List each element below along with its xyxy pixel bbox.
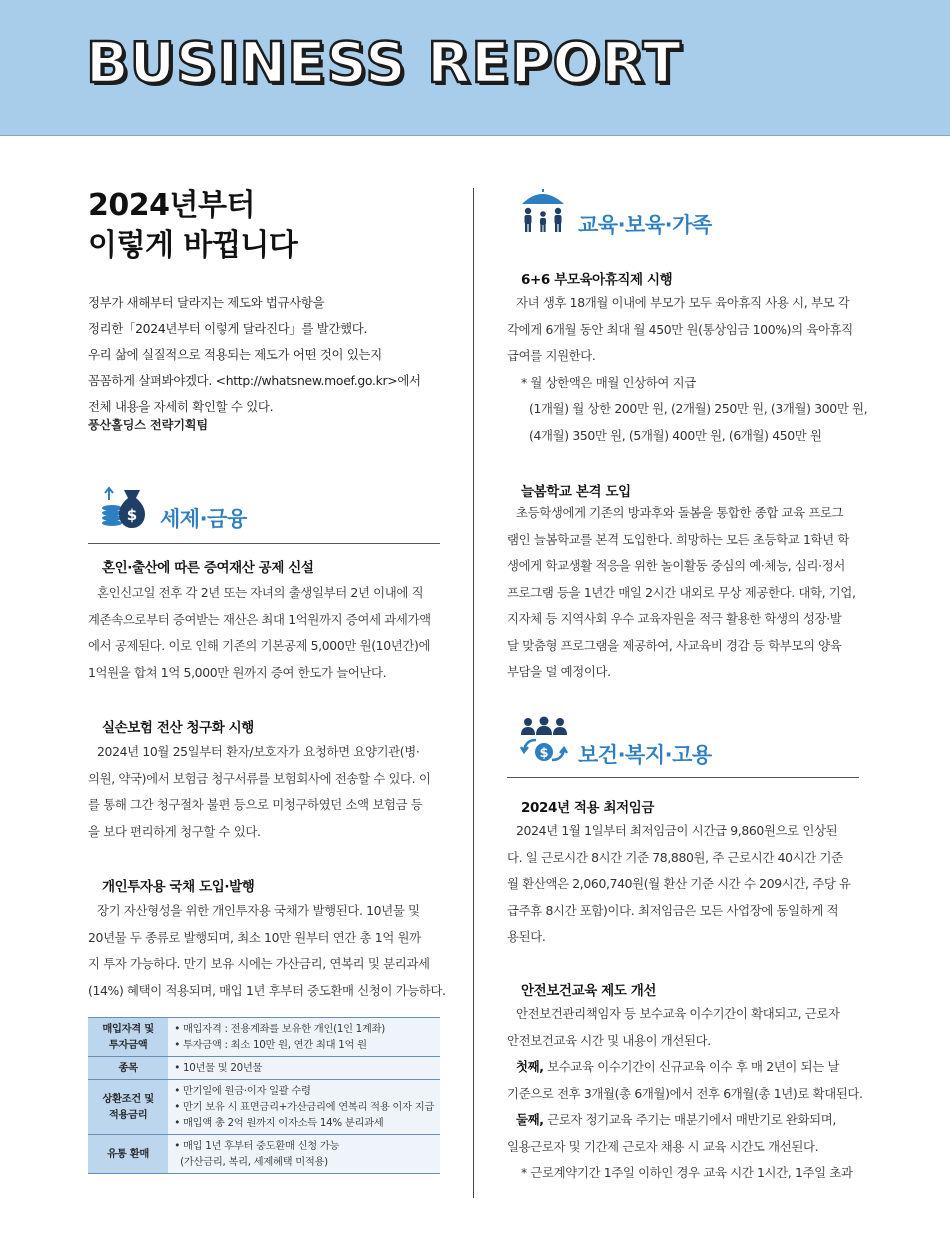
article-line: 기준으로 전후 3개월(총 6개월)에서 전후 6개월(총 1년)로 확대된다. <box>507 1085 863 1101</box>
section-header-tax <box>100 486 247 530</box>
column-divider <box>473 188 474 1198</box>
table-row <box>88 1057 440 1080</box>
section-title-edu: 교육·보육·가족 <box>578 213 712 237</box>
article-line: (14%) 혜택이 적용되며, 매입 1년 후부터 중도환매 신청이 가능하다. <box>88 982 446 998</box>
article-title: 개인투자용 국채 도입·발행 <box>102 879 255 895</box>
article-title: 늘봄학교 본격 도입 <box>521 484 631 500</box>
article-body <box>507 818 851 951</box>
article-line: 지 투자 가능하다. 만기 보유 시에는 가산금리, 연복리 및 분리과세 <box>88 956 430 971</box>
article-line: 자녀 생후 18개월 이내에 부모가 모두 육아휴직 사용 시, 부모 각 <box>516 295 850 310</box>
intro-line: 전체 내용을 자세히 확인할 수 있다. <box>88 399 274 414</box>
author-credit: 풍산홀딩스 전략기획팀 <box>88 418 209 432</box>
table-value <box>168 1018 440 1057</box>
article-line: 장기 자산형성을 위한 개인투자용 국채가 발행된다. 10년물 및 <box>97 903 420 918</box>
table-row <box>88 1018 440 1057</box>
article-text: 근로자 정기교육 주기는 매분기에서 매반기로 완화되며, <box>543 1112 836 1127</box>
article-body <box>507 290 867 449</box>
banner-title: BUSINESS REPORT <box>86 31 682 96</box>
intro-line: 정리한「2024년부터 이렇게 달라진다」를 발간했다. <box>88 321 368 336</box>
article-line: 를 통해 그간 청구절차 불편 등으로 미청구하였던 소액 보험금 등 <box>88 797 423 812</box>
article-line: 의원, 약국)에서 보험금 청구서류를 보험회사에 전송할 수 있다. 이 <box>88 770 431 786</box>
article-line: 급여를 지원한다. <box>507 348 596 363</box>
article-line <box>507 1054 863 1081</box>
article-line: 달 맞춤형 프로그램을 제공하여, 사교육비 경감 등 학부모의 양육 <box>507 637 842 653</box>
section-header-edu <box>518 188 712 236</box>
table-key-line: 상환조건 및 <box>102 1093 154 1105</box>
article-emphasis: 첫째, <box>516 1059 544 1074</box>
table-key-line: 종목 <box>118 1062 138 1074</box>
page-title-line-1: 2024년부터 <box>88 188 255 223</box>
header-banner <box>0 0 950 136</box>
page-title <box>88 186 297 266</box>
article-title: 6+6 부모육아휴직제 시행 <box>521 272 673 288</box>
article-line: 2024년 1월 1일부터 최저임금이 시간급 9,860원으로 인상된 <box>516 823 838 838</box>
table-value-line: • 만기 보유 시 표면금리+가산금리에 연복리 적용 이자 지급 <box>174 1101 434 1113</box>
article-line: 혼인신고일 전후 각 2년 또는 자녀의 출생일부터 2년 이내에 직 <box>97 585 424 600</box>
table-value <box>168 1135 440 1174</box>
table-value <box>168 1057 440 1080</box>
article-line: 일용근로자 및 기간제 근로자 채용 시 교육 시간도 개선된다. <box>507 1138 819 1154</box>
article-line: 1억원을 합쳐 1억 5,000만 원까지 증여 한도가 늘어난다. <box>88 664 387 680</box>
article-line: 초등학생에게 기존의 방과후와 돌봄을 통합한 종합 교육 프로그 <box>516 505 844 520</box>
article-note: * 월 상한액은 매월 인상하여 지급 <box>521 374 696 390</box>
table-value-line: • 투자금액 : 최소 10만 원, 연간 최대 1억 원 <box>174 1039 367 1051</box>
article-line: 생에게 학교생활 적응을 위한 놀이활동 중심의 예·체능, 심리·정서 <box>507 558 845 573</box>
article-title: 2024년 적용 최저임금 <box>521 800 655 816</box>
svg-text:$: $ <box>539 746 549 761</box>
article-line: 급주휴 8시간 포함)이다. 최저임금은 모든 사업장에 동일하게 적 <box>507 902 839 918</box>
article-note: (1개월) 월 상한 200만 원, (2개월) 250만 원, (3개월) 300만 원, <box>529 401 868 416</box>
article-line: 각에게 6개월 동안 최대 월 450만 원(통상임금 100%)의 육아휴직 <box>507 321 853 337</box>
table-value-line: • 10년물 및 20년물 <box>174 1062 263 1074</box>
intro-line: 꼼꼼하게 살펴봐야겠다. <http://whatsnew.moef.go.kr>에서 <box>88 373 421 388</box>
intro-paragraph <box>88 290 448 420</box>
article-line: 20년물 두 종류로 발행되며, 최소 10만 원부터 연간 총 1억 원까 <box>88 929 421 945</box>
article-note: (4개월) 350만 원, (5개월) 400만 원, (6개월) 450만 원 <box>529 427 822 443</box>
article-body <box>507 1001 863 1187</box>
article-title: 실손보험 전산 청구화 시행 <box>102 720 254 736</box>
article-title: 혼인·출산에 따른 증여재산 공제 신설 <box>102 560 314 576</box>
table-row <box>88 1080 440 1135</box>
article-line: 에서 공제된다. 이로 인해 기존의 기본공제 5,000만 원(10년간)에 <box>88 638 431 653</box>
article-line: 프로그램 등을 1년간 매일 2시간 내외로 무상 제공한다. 대학, 기업, <box>507 584 856 600</box>
people-money-icon <box>518 716 570 766</box>
article-line: 지자체 등 지역사회 우수 교육자원을 적극 활용한 학생의 성장·발 <box>507 611 842 626</box>
article-body <box>507 500 856 686</box>
intro-line: 정부가 새해부터 달라지는 제도와 법규사항을 <box>88 295 325 310</box>
article-note: * 근로계약기간 1주일 이하인 경우 교육 시간 1시간, 1주일 초과 <box>521 1165 853 1180</box>
article-body <box>88 580 431 686</box>
article-body <box>88 739 430 845</box>
article-title: 안전보건교육 제도 개선 <box>521 983 657 999</box>
table-row <box>88 1135 440 1174</box>
section-rule <box>507 777 859 778</box>
table-key <box>88 1080 168 1135</box>
svg-text:$: $ <box>126 506 138 524</box>
article-line: 용된다. <box>507 929 546 944</box>
table-key <box>88 1135 168 1174</box>
article-line: 부담을 덜 예정이다. <box>507 664 611 679</box>
intro-line: 우리 삶에 실질적으로 적용되는 제도가 어떤 것이 있는지 <box>88 347 382 362</box>
table-value-line: (가산금리, 복리, 세제혜택 미적용) <box>174 1156 328 1168</box>
table-value-line: • 매입액 총 2억 원까지 이자소득 14% 분리과세 <box>174 1117 384 1129</box>
article-line: 안전보건교육 시간 및 내용이 개선된다. <box>507 1032 711 1048</box>
article-line: 을 보다 편리하게 청구할 수 있다. <box>88 823 261 839</box>
article-line: 2024년 10월 25일부터 환자/보호자가 요청하면 요양기관(병· <box>97 744 420 759</box>
table-key-line: 매입자격 및 <box>102 1023 154 1035</box>
table-value-line: • 만기일에 원금·이자 일괄 수령 <box>174 1085 311 1097</box>
money-bag-coins-icon <box>100 486 152 530</box>
table-key <box>88 1018 168 1057</box>
article-line: 다. 일 근로시간 8시간 기준 78,880원, 주 근로시간 40시간 기준 <box>507 849 843 865</box>
table-key-line: 투자금액 <box>108 1039 148 1051</box>
article-body <box>88 898 446 1004</box>
article-line: 램인 늘봄학교를 본격 도입한다. 희망하는 모든 초등학교 1학년 학 <box>507 531 849 547</box>
article-line: 계존속으로부터 증여받는 재산은 최대 1억원까지 증여세 과세가액 <box>88 611 431 627</box>
table-key <box>88 1057 168 1080</box>
table-value-line: • 매입 1년 후부터 중도환매 신청 가능 <box>174 1140 340 1152</box>
article-line: 안전보건관리책임자 등 보수교육 이수기간이 확대되고, 근로자 <box>516 1006 840 1021</box>
section-rule <box>88 543 440 544</box>
article-line <box>507 1107 863 1134</box>
table-value <box>168 1080 440 1135</box>
family-umbrella-icon <box>518 188 570 236</box>
section-title-tax: 세제·금융 <box>160 507 247 531</box>
section-title-welfare: 보건·복지·고용 <box>578 743 712 767</box>
article-text: 보수교육 이수기간이 신규교육 이수 후 매 2년이 되는 날 <box>543 1059 840 1074</box>
table-key-line: 유통 환매 <box>107 1148 150 1160</box>
article-emphasis: 둘째, <box>516 1112 544 1127</box>
article-line: 월 환산액은 2,060,740원(월 환산 기준 시간 수 209시간, 주당 유 <box>507 876 851 891</box>
page-title-line-2: 이렇게 바뀝니다 <box>88 228 298 263</box>
table-key-line: 적용금리 <box>108 1109 148 1121</box>
table-value-line: • 매입자격 : 전용계좌를 보유한 개인(1인 1계좌) <box>174 1023 385 1035</box>
bond-info-table <box>88 1017 440 1174</box>
section-header-welfare <box>518 716 712 766</box>
